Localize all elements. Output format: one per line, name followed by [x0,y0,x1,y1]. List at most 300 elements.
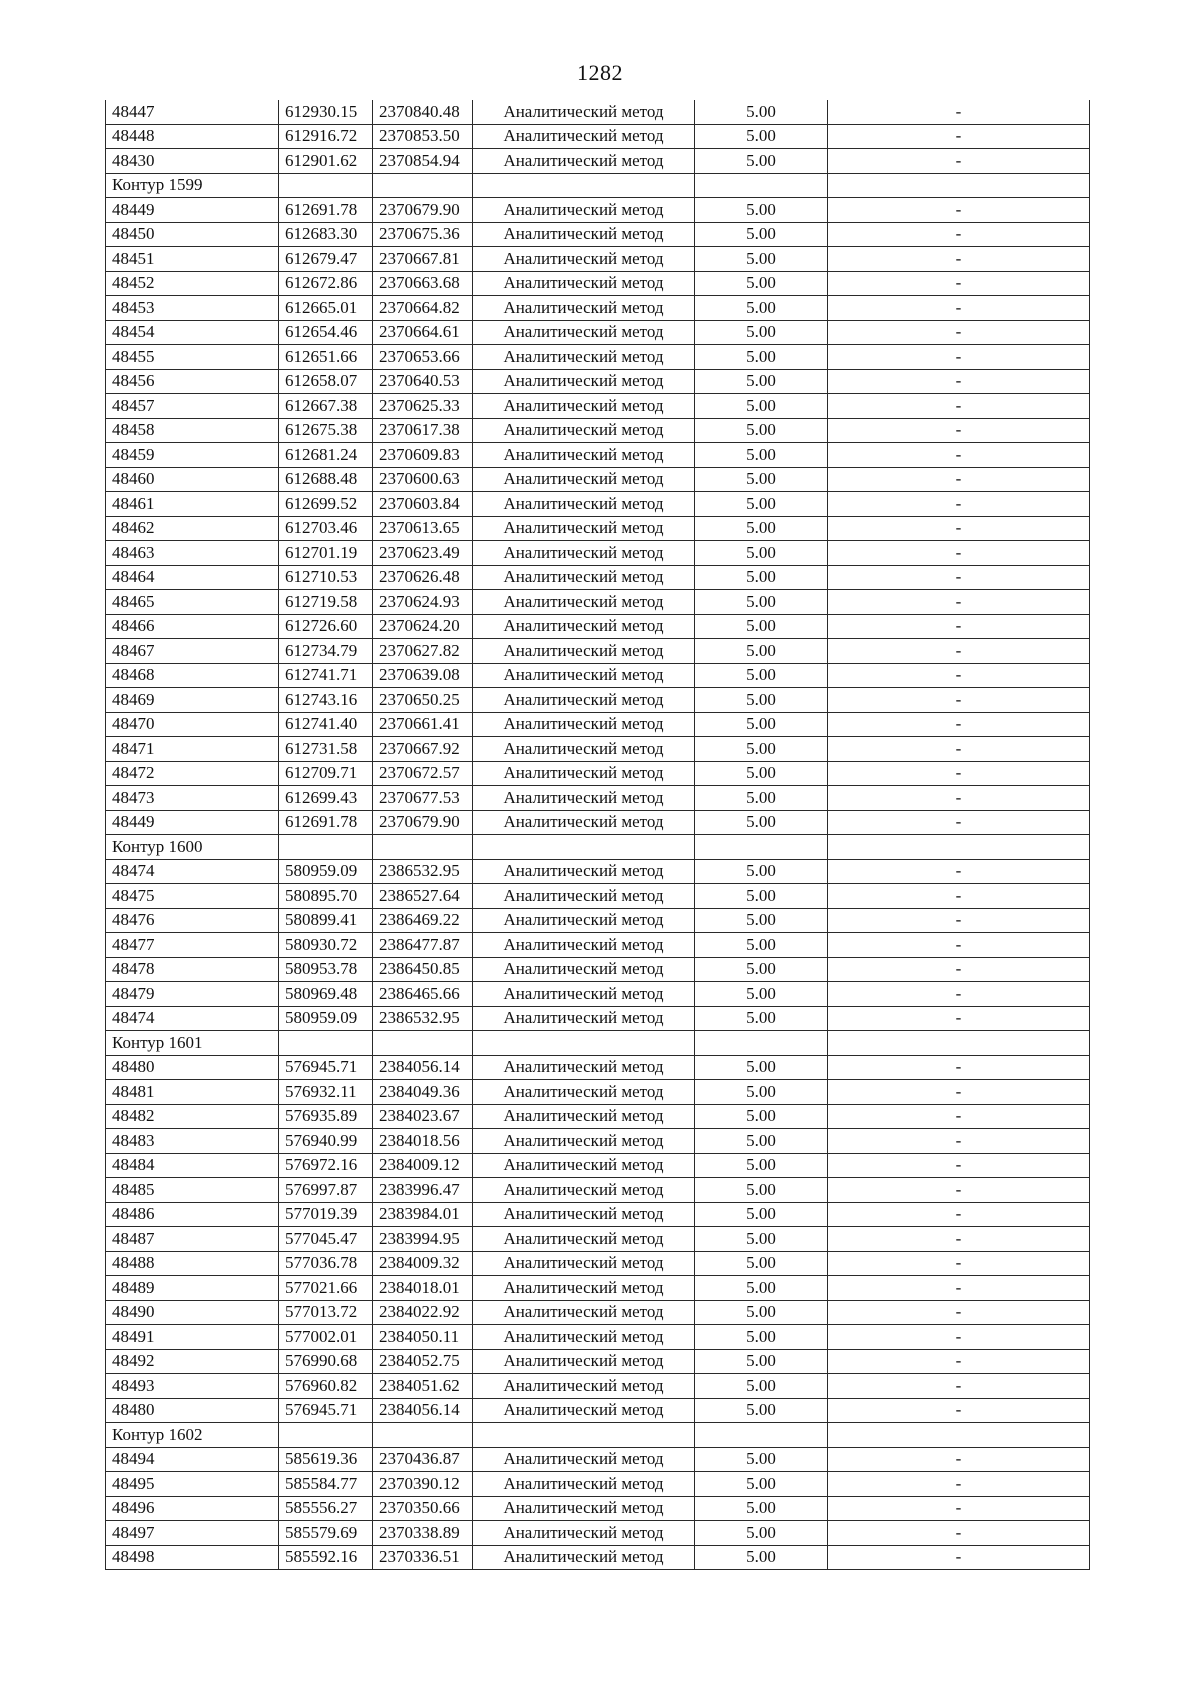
method-cell: Аналитический метод [473,1178,695,1203]
table-row [106,1202,1090,1227]
x-coordinate-cell: 576945.71 [279,1055,373,1080]
x-coordinate-cell: 612916.72 [279,124,373,149]
method-cell: Аналитический метод [473,1447,695,1472]
x-coordinate-cell: 612654.46 [279,320,373,345]
x-coordinate-cell: 580959.09 [279,1006,373,1031]
x-coordinate-cell: 612734.79 [279,639,373,664]
point-id-cell: 48491 [106,1325,279,1350]
method-cell: Аналитический метод [473,565,695,590]
x-coordinate-cell: 612741.71 [279,663,373,688]
y-coordinate-cell: 2370840.48 [373,100,473,124]
accuracy-cell: 5.00 [695,1349,828,1374]
x-coordinate-cell: 612667.38 [279,394,373,419]
y-coordinate-cell: 2370653.66 [373,345,473,370]
point-id-cell: 48464 [106,565,279,590]
accuracy-cell: 5.00 [695,149,828,174]
description-cell: - [828,345,1090,370]
point-id-cell: 48469 [106,688,279,713]
x-coordinate-cell: 585584.77 [279,1472,373,1497]
y-coordinate-cell: 2370624.20 [373,614,473,639]
method-cell: Аналитический метод [473,663,695,688]
x-coordinate-cell: 612741.40 [279,712,373,737]
table-row [106,1080,1090,1105]
description-cell: - [828,590,1090,615]
table-row [106,541,1090,566]
x-coordinate-cell: 612701.19 [279,541,373,566]
x-coordinate-cell: 580895.70 [279,884,373,909]
y-coordinate-cell: 2384050.11 [373,1325,473,1350]
description-cell: - [828,467,1090,492]
x-coordinate-cell: 576997.87 [279,1178,373,1203]
table-row [106,247,1090,272]
y-coordinate-cell: 2370600.63 [373,467,473,492]
x-coordinate-cell: 612665.01 [279,296,373,321]
point-id-cell: 48465 [106,590,279,615]
table-row [106,1521,1090,1546]
contour-label: Контур 1600 [106,835,279,860]
description-cell: - [828,1374,1090,1399]
point-id-cell: 48485 [106,1178,279,1203]
y-coordinate-cell: 2370390.12 [373,1472,473,1497]
y-coordinate-cell: 2386477.87 [373,933,473,958]
description-cell: - [828,1521,1090,1546]
y-coordinate-cell: 2370677.53 [373,786,473,811]
empty-cell [695,173,828,198]
table-row [106,908,1090,933]
description-cell: - [828,859,1090,884]
empty-cell [695,1423,828,1448]
x-coordinate-cell: 612699.52 [279,492,373,517]
description-cell: - [828,1055,1090,1080]
empty-cell [279,173,373,198]
point-id-cell: 48460 [106,467,279,492]
method-cell: Аналитический метод [473,1545,695,1570]
x-coordinate-cell: 612679.47 [279,247,373,272]
point-id-cell: 48454 [106,320,279,345]
description-cell: - [828,663,1090,688]
point-id-cell: 48449 [106,198,279,223]
method-cell: Аналитический метод [473,247,695,272]
description-cell: - [828,884,1090,909]
method-cell: Аналитический метод [473,1398,695,1423]
table-row [106,1300,1090,1325]
y-coordinate-cell: 2386450.85 [373,957,473,982]
y-coordinate-cell: 2384023.67 [373,1104,473,1129]
accuracy-cell: 5.00 [695,1447,828,1472]
y-coordinate-cell: 2370350.66 [373,1496,473,1521]
x-coordinate-cell: 577002.01 [279,1325,373,1350]
x-coordinate-cell: 580899.41 [279,908,373,933]
x-coordinate-cell: 612688.48 [279,467,373,492]
contour-header-row [106,1031,1090,1056]
description-cell: - [828,761,1090,786]
point-id-cell: 48494 [106,1447,279,1472]
accuracy-cell: 5.00 [695,590,828,615]
accuracy-cell: 5.00 [695,443,828,468]
x-coordinate-cell: 576990.68 [279,1349,373,1374]
y-coordinate-cell: 2384056.14 [373,1055,473,1080]
description-cell: - [828,957,1090,982]
accuracy-cell: 5.00 [695,541,828,566]
y-coordinate-cell: 2370626.48 [373,565,473,590]
description-cell: - [828,810,1090,835]
accuracy-cell: 5.00 [695,271,828,296]
y-coordinate-cell: 2386532.95 [373,859,473,884]
method-cell: Аналитический метод [473,271,695,296]
x-coordinate-cell: 577036.78 [279,1251,373,1276]
description-cell: - [828,1496,1090,1521]
x-coordinate-cell: 612691.78 [279,198,373,223]
y-coordinate-cell: 2370613.65 [373,516,473,541]
point-id-cell: 48490 [106,1300,279,1325]
y-coordinate-cell: 2370624.93 [373,590,473,615]
accuracy-cell: 5.00 [695,786,828,811]
y-coordinate-cell: 2370625.33 [373,394,473,419]
method-cell: Аналитический метод [473,1496,695,1521]
empty-cell [373,835,473,860]
y-coordinate-cell: 2384022.92 [373,1300,473,1325]
table-row [106,786,1090,811]
description-cell: - [828,908,1090,933]
accuracy-cell: 5.00 [695,492,828,517]
point-id-cell: 48492 [106,1349,279,1374]
point-id-cell: 48498 [106,1545,279,1570]
table-row [106,296,1090,321]
point-id-cell: 48471 [106,737,279,762]
table-row [106,761,1090,786]
table-row [106,688,1090,713]
method-cell: Аналитический метод [473,982,695,1007]
point-id-cell: 48489 [106,1276,279,1301]
description-cell: - [828,1153,1090,1178]
method-cell: Аналитический метод [473,737,695,762]
table-row [106,1104,1090,1129]
empty-cell [695,835,828,860]
accuracy-cell: 5.00 [695,1055,828,1080]
x-coordinate-cell: 580959.09 [279,859,373,884]
table-row [106,737,1090,762]
x-coordinate-cell: 612683.30 [279,222,373,247]
table-row [106,1276,1090,1301]
table-row [106,222,1090,247]
y-coordinate-cell: 2384051.62 [373,1374,473,1399]
y-coordinate-cell: 2384056.14 [373,1398,473,1423]
method-cell: Аналитический метод [473,786,695,811]
point-id-cell: 48476 [106,908,279,933]
method-cell: Аналитический метод [473,1080,695,1105]
description-cell: - [828,1251,1090,1276]
point-id-cell: 48448 [106,124,279,149]
method-cell: Аналитический метод [473,639,695,664]
empty-cell [473,1423,695,1448]
y-coordinate-cell: 2370667.92 [373,737,473,762]
coordinates-table [105,100,1090,1570]
description-cell: - [828,1227,1090,1252]
empty-cell [473,1031,695,1056]
point-id-cell: 48455 [106,345,279,370]
method-cell: Аналитический метод [473,1349,695,1374]
x-coordinate-cell: 576972.16 [279,1153,373,1178]
point-id-cell: 48459 [106,443,279,468]
method-cell: Аналитический метод [473,712,695,737]
table-row [106,614,1090,639]
table-row [106,884,1090,909]
description-cell: - [828,1300,1090,1325]
table-row [106,198,1090,223]
point-id-cell: 48493 [106,1374,279,1399]
point-id-cell: 48479 [106,982,279,1007]
table-row [106,1374,1090,1399]
description-cell: - [828,271,1090,296]
point-id-cell: 48468 [106,663,279,688]
description-cell: - [828,982,1090,1007]
description-cell: - [828,394,1090,419]
table-row [106,271,1090,296]
description-cell: - [828,222,1090,247]
x-coordinate-cell: 580953.78 [279,957,373,982]
point-id-cell: 48484 [106,1153,279,1178]
accuracy-cell: 5.00 [695,1080,828,1105]
description-cell: - [828,1276,1090,1301]
method-cell: Аналитический метод [473,222,695,247]
description-cell: - [828,688,1090,713]
x-coordinate-cell: 612930.15 [279,100,373,124]
y-coordinate-cell: 2384018.01 [373,1276,473,1301]
y-coordinate-cell: 2384018.56 [373,1129,473,1154]
accuracy-cell: 5.00 [695,1178,828,1203]
method-cell: Аналитический метод [473,198,695,223]
method-cell: Аналитический метод [473,443,695,468]
point-id-cell: 48474 [106,1006,279,1031]
y-coordinate-cell: 2370672.57 [373,761,473,786]
y-coordinate-cell: 2370663.68 [373,271,473,296]
point-id-cell: 48488 [106,1251,279,1276]
table-row [106,1178,1090,1203]
description-cell: - [828,614,1090,639]
description-cell: - [828,296,1090,321]
description-cell: - [828,1325,1090,1350]
accuracy-cell: 5.00 [695,516,828,541]
x-coordinate-cell: 612710.53 [279,565,373,590]
y-coordinate-cell: 2370338.89 [373,1521,473,1546]
method-cell: Аналитический метод [473,541,695,566]
description-cell: - [828,1545,1090,1570]
accuracy-cell: 5.00 [695,1300,828,1325]
accuracy-cell: 5.00 [695,1129,828,1154]
description-cell: - [828,786,1090,811]
x-coordinate-cell: 577013.72 [279,1300,373,1325]
y-coordinate-cell: 2384009.12 [373,1153,473,1178]
table-row [106,1129,1090,1154]
method-cell: Аналитический метод [473,1153,695,1178]
accuracy-cell: 5.00 [695,1472,828,1497]
description-cell: - [828,320,1090,345]
table-row [106,418,1090,443]
point-id-cell: 48467 [106,639,279,664]
point-id-cell: 48496 [106,1496,279,1521]
table-row [106,467,1090,492]
accuracy-cell: 5.00 [695,1227,828,1252]
point-id-cell: 48477 [106,933,279,958]
x-coordinate-cell: 612675.38 [279,418,373,443]
method-cell: Аналитический метод [473,1300,695,1325]
empty-cell [373,1423,473,1448]
accuracy-cell: 5.00 [695,100,828,124]
empty-cell [279,1423,373,1448]
table-row [106,957,1090,982]
empty-cell [473,173,695,198]
description-cell: - [828,100,1090,124]
point-id-cell: 48483 [106,1129,279,1154]
table-row [106,663,1090,688]
y-coordinate-cell: 2384049.36 [373,1080,473,1105]
point-id-cell: 48452 [106,271,279,296]
contour-label: Контур 1602 [106,1423,279,1448]
contour-header-row [106,835,1090,860]
x-coordinate-cell: 585619.36 [279,1447,373,1472]
accuracy-cell: 5.00 [695,639,828,664]
method-cell: Аналитический метод [473,1472,695,1497]
empty-cell [373,173,473,198]
table-row [106,712,1090,737]
point-id-cell: 48463 [106,541,279,566]
table-row [106,124,1090,149]
description-cell: - [828,492,1090,517]
description-cell: - [828,1006,1090,1031]
empty-cell [373,1031,473,1056]
x-coordinate-cell: 612691.78 [279,810,373,835]
description-cell: - [828,565,1090,590]
accuracy-cell: 5.00 [695,1006,828,1031]
empty-cell [828,1423,1090,1448]
y-coordinate-cell: 2370609.83 [373,443,473,468]
x-coordinate-cell: 612703.46 [279,516,373,541]
x-coordinate-cell: 612726.60 [279,614,373,639]
accuracy-cell: 5.00 [695,737,828,762]
description-cell: - [828,124,1090,149]
accuracy-cell: 5.00 [695,296,828,321]
accuracy-cell: 5.00 [695,663,828,688]
x-coordinate-cell: 576940.99 [279,1129,373,1154]
x-coordinate-cell: 585556.27 [279,1496,373,1521]
method-cell: Аналитический метод [473,418,695,443]
empty-cell [279,1031,373,1056]
table-row [106,1496,1090,1521]
method-cell: Аналитический метод [473,1251,695,1276]
point-id-cell: 48449 [106,810,279,835]
x-coordinate-cell: 577019.39 [279,1202,373,1227]
x-coordinate-cell: 612651.66 [279,345,373,370]
method-cell: Аналитический метод [473,884,695,909]
accuracy-cell: 5.00 [695,1545,828,1570]
point-id-cell: 48495 [106,1472,279,1497]
method-cell: Аналитический метод [473,590,695,615]
accuracy-cell: 5.00 [695,1521,828,1546]
y-coordinate-cell: 2370679.90 [373,810,473,835]
description-cell: - [828,369,1090,394]
method-cell: Аналитический метод [473,1374,695,1399]
method-cell: Аналитический метод [473,369,695,394]
method-cell: Аналитический метод [473,688,695,713]
point-id-cell: 48458 [106,418,279,443]
method-cell: Аналитический метод [473,149,695,174]
point-id-cell: 48481 [106,1080,279,1105]
x-coordinate-cell: 576935.89 [279,1104,373,1129]
description-cell: - [828,1398,1090,1423]
accuracy-cell: 5.00 [695,1276,828,1301]
method-cell: Аналитический метод [473,761,695,786]
accuracy-cell: 5.00 [695,467,828,492]
method-cell: Аналитический метод [473,345,695,370]
description-cell: - [828,1349,1090,1374]
table-row [106,443,1090,468]
accuracy-cell: 5.00 [695,614,828,639]
method-cell: Аналитический метод [473,100,695,124]
description-cell: - [828,1447,1090,1472]
method-cell: Аналитический метод [473,859,695,884]
description-cell: - [828,737,1090,762]
accuracy-cell: 5.00 [695,222,828,247]
y-coordinate-cell: 2386527.64 [373,884,473,909]
table-row [106,590,1090,615]
accuracy-cell: 5.00 [695,198,828,223]
point-id-cell: 48480 [106,1398,279,1423]
y-coordinate-cell: 2370436.87 [373,1447,473,1472]
description-cell: - [828,516,1090,541]
accuracy-cell: 5.00 [695,1251,828,1276]
method-cell: Аналитический метод [473,1276,695,1301]
x-coordinate-cell: 612672.86 [279,271,373,296]
empty-cell [828,173,1090,198]
point-id-cell: 48461 [106,492,279,517]
contour-header-row [106,1423,1090,1448]
accuracy-cell: 5.00 [695,1496,828,1521]
description-cell: - [828,198,1090,223]
table-row [106,320,1090,345]
table-row [106,1349,1090,1374]
empty-cell [695,1031,828,1056]
accuracy-cell: 5.00 [695,345,828,370]
method-cell: Аналитический метод [473,957,695,982]
point-id-cell: 48457 [106,394,279,419]
method-cell: Аналитический метод [473,1055,695,1080]
empty-cell [828,1031,1090,1056]
method-cell: Аналитический метод [473,492,695,517]
point-id-cell: 48453 [106,296,279,321]
method-cell: Аналитический метод [473,1227,695,1252]
x-coordinate-cell: 612901.62 [279,149,373,174]
point-id-cell: 48478 [106,957,279,982]
y-coordinate-cell: 2370650.25 [373,688,473,713]
description-cell: - [828,149,1090,174]
y-coordinate-cell: 2370664.61 [373,320,473,345]
point-id-cell: 48470 [106,712,279,737]
point-id-cell: 48451 [106,247,279,272]
method-cell: Аналитический метод [473,1006,695,1031]
x-coordinate-cell: 612719.58 [279,590,373,615]
y-coordinate-cell: 2370664.82 [373,296,473,321]
accuracy-cell: 5.00 [695,369,828,394]
method-cell: Аналитический метод [473,908,695,933]
table-row [106,1545,1090,1570]
y-coordinate-cell: 2370854.94 [373,149,473,174]
accuracy-cell: 5.00 [695,1374,828,1399]
empty-cell [828,835,1090,860]
description-cell: - [828,639,1090,664]
accuracy-cell: 5.00 [695,1325,828,1350]
accuracy-cell: 5.00 [695,761,828,786]
table-row [106,100,1090,124]
